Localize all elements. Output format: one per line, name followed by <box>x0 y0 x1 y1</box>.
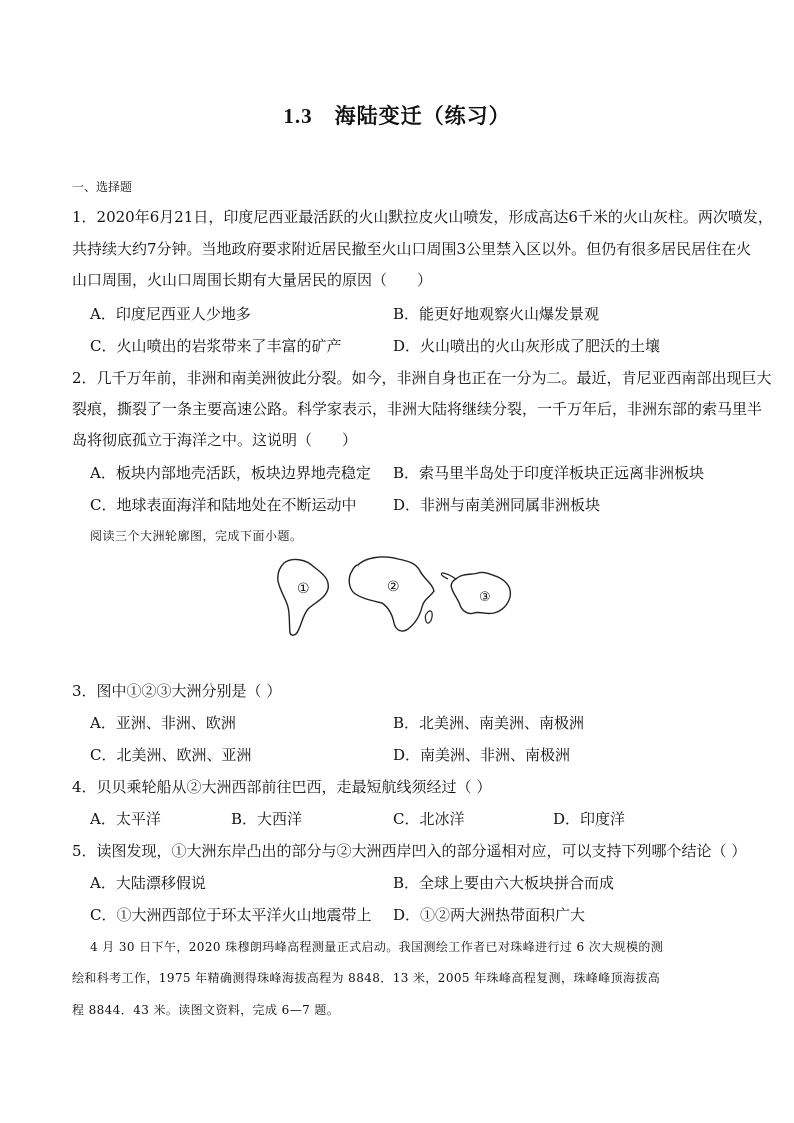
q4-option-b[interactable]: B．大西洋 <box>231 810 303 828</box>
q2-option-d[interactable]: D．非洲与南美洲同属非洲板块 <box>393 496 601 514</box>
page-title <box>0 100 794 130</box>
q3-option-c[interactable]: C．北美洲、欧洲、亚洲 <box>90 746 252 764</box>
q2-line-1: 2．几千万年前，非洲和南美洲彼此分裂。如今，非洲自身也正在一分为二。最近，肯尼亚西南部出现巨大 <box>72 369 772 387</box>
q1-option-b[interactable]: B．能更好地观察火山爆发景观 <box>393 305 600 323</box>
q4-line: 4．贝贝乘轮船从②大洲西部前往巴西，走最短航线须经过（ ） <box>72 778 492 796</box>
q5-line: 5．读图发现，①大洲东岸凸出的部分与②大洲西岸凹入的部分遥相对应，可以支持下列哪个结论（ ） <box>72 842 747 860</box>
q1-option-d[interactable]: D．火山喷出的火山灰形成了肥沃的土壤 <box>393 337 661 355</box>
q4-option-d[interactable]: D．印度洋 <box>553 810 626 828</box>
q2-option-a[interactable]: A．板块内部地壳活跃，板块边界地壳稳定 <box>90 464 371 482</box>
map-label-1: ① <box>297 581 310 597</box>
q5-option-b[interactable]: B．全球上要由六大板块拼合而成 <box>393 874 615 892</box>
passage-line-1: 4 月 30 日下午，2020 珠穆朗玛峰高程测量正式启动。我国测绘工作者已对珠峰进行过 6 次大规模的测 <box>90 940 664 954</box>
q3-option-d[interactable]: D．南美洲、非洲、南极洲 <box>393 746 571 764</box>
q2-option-c[interactable]: C．地球表面海洋和陆地处在不断运动中 <box>90 496 357 514</box>
map-label-2: ② <box>387 579 400 595</box>
q3-option-a[interactable]: A．亚洲、非洲、欧洲 <box>90 714 236 732</box>
q5-option-d[interactable]: D．①②两大洲热带面积广大 <box>393 906 586 924</box>
q3-option-b[interactable]: B．北美洲、南美洲、南极洲 <box>393 714 585 732</box>
q4-option-a[interactable]: A．太平洋 <box>90 810 161 828</box>
map-label-3: ③ <box>479 590 491 605</box>
q2-option-b[interactable]: B．索马里半岛处于印度洋板块正远离非洲板块 <box>393 464 705 482</box>
q1-option-a[interactable]: A．印度尼西亚人少地多 <box>90 305 251 323</box>
q2-line-2: 裂痕，撕裂了一条主要高速公路。科学家表示，非洲大陆将继续分裂，一千万年后，非洲东部的索马里半 <box>72 400 763 418</box>
q1-line-1: 1．2020年6月21日，印度尼西亚最活跃的火山默拉皮火山喷发，形成高达6千米的火山灰柱。两次喷发， <box>72 208 773 226</box>
passage-line-3: 程 8844．43 米。读图文资料，完成 6—7 题。 <box>72 1003 340 1017</box>
madagascar-outline <box>425 611 432 623</box>
q1-line-3: 山口周围，火山口周围长期有大量居民的原因（ ） <box>72 271 433 289</box>
continent-outline-map <box>270 553 520 638</box>
antarctic-peninsula <box>441 573 456 579</box>
q1-line-2: 共持续大约7分钟。当地政府要求附近居民撤至火山口周围3公里禁入区以外。但仍有很多居民居住在火 <box>72 240 752 258</box>
q2-line-3: 岛将彻底孤立于海洋之中。这说明（ ） <box>72 431 358 449</box>
reading-instruction: 阅读三个大洲轮廓图，完成下面小题。 <box>90 529 303 543</box>
q1-option-c[interactable]: C．火山喷出的岩浆带来了丰富的矿产 <box>90 337 342 355</box>
q5-option-a[interactable]: A．大陆漂移假说 <box>90 874 206 892</box>
section-heading: 一、选择题 <box>72 180 133 194</box>
q5-option-c[interactable]: C．①大洲西部位于环太平洋火山地震带上 <box>90 906 372 924</box>
q4-option-c[interactable]: C．北冰洋 <box>393 810 465 828</box>
lesson-title: 海陆变迁（练习） <box>334 103 511 128</box>
continent-1-outline <box>278 560 329 636</box>
lesson-number: 1.3 <box>283 104 313 128</box>
passage-line-2: 绘和科考工作，1975 年精确测得珠峰海拔高程为 8848．13 米，2005 年珠峰高程复测，珠峰峰顶海拔高 <box>72 971 661 985</box>
q3-line: 3．图中①②③大洲分别是（ ） <box>72 682 282 700</box>
